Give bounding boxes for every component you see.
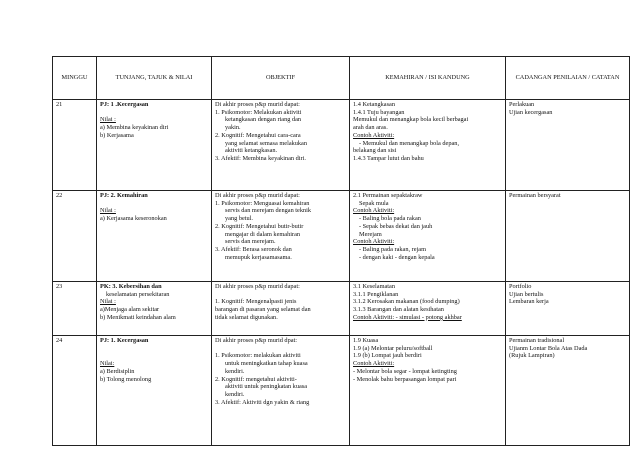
cell-line: - Memukul dan menangkap bola depan, [359,139,460,147]
cell-line: 1. Psikomotor: Melakukan aktiviti [215,108,302,116]
cell-line: aktiviti untuk peningkatan kuasa [225,383,308,391]
table-row [53,282,630,336]
cell-line: Contoh Aktiviti: [353,238,395,246]
cell-minggu: 21 [53,100,97,191]
cell-line: 3.1.3 Barangan dan alatan kesihatan [353,306,444,314]
cell-line: 1. Psikomotor: melakukan aktiviti [215,352,301,360]
cell-line: Sepak mula [359,199,389,207]
cell-line: 3.1.1 Pengiklanan [353,290,399,298]
cell-line: 2. Kognitif: Mengetahui cara-cara [215,131,301,139]
table-row [53,191,630,282]
cell-cadangan [506,191,630,282]
cell-line: 1.4.3 Tampar lutut dan bahu [353,154,424,162]
cell-line [100,345,208,353]
cell-line: keselamatan persekitaran [106,290,170,298]
cell-minggu: 22 [53,191,97,282]
cell-minggu: 24 [53,336,97,446]
cell-tunjang [97,100,212,191]
cell-line: Di akhir proses p&p murid dapat: [215,283,300,290]
cell-objektif [212,282,350,336]
cell-line: Portfolio [509,283,532,290]
cell-line: yakin. [225,124,241,132]
cell-line: Di akhir proses p&p murid dpat: [215,337,298,344]
cell-tunjang [97,191,212,282]
cell-objektif [212,100,350,191]
cell-line: a) Membina keyakinan diri [100,124,169,132]
cell-line: yang betul. [225,215,253,223]
cell-line: 1.9 (b) Lompat jauh berdiri [353,352,422,360]
cell-line: PJ: 1 .Kecergasan [100,101,149,108]
cell-line: - Sepak bebas dekat dan jauh [359,222,433,230]
header-cadangan: CADANGAN PENILAIAN / CATATAN [506,57,630,100]
cell-line: tidak selamat digunakan. [215,313,278,321]
cell-line: (Rujuk Lampiran) [509,352,555,360]
cell-minggu: 23 [53,282,97,336]
header-row [53,57,630,100]
cell-line: PJ: 1. Kecergasan [100,337,149,344]
cell-line: Nilai : [100,298,116,306]
cell-line: PK: 3. Kebersihan dan [100,283,162,290]
cell-tunjang [97,282,212,336]
cell-line: Permainan tradisional [509,337,565,344]
cell-line: Nilai: [100,360,115,368]
cell-line: a) Kerjasama keseronokan [100,215,167,223]
cell-line: 2. Kognitif: Mengetahui butir-butir [215,222,304,230]
cell-line [215,291,346,299]
cell-line: yang selamat semasa melakukan [225,139,308,147]
table-row [53,336,630,446]
cell-line: 1. Kognitif: Mengenalpasti jenis [215,298,297,306]
cell-line: Di akhir proses p&p murid dapat: [215,101,300,108]
table-body [53,100,630,446]
header-tunjang: TUNJANG, TAJUK & NILAI [97,57,212,100]
cell-line: - Baling bola pada rakan [359,215,421,223]
cell-line: 1.4 Ketangkasan [353,101,395,108]
cell-kemahiran [350,336,506,446]
cell-line: - dengan kaki - dengan kepala [359,253,435,261]
cell-line: mengajar di dalam kemahiran [225,230,301,238]
cell-line: Nilai : [100,116,116,124]
cell-line: memupuk kerjasamasama. [225,253,292,261]
cell-line: arah dan aras. [353,124,388,132]
cell-line [100,200,208,208]
cell-line: servis dan merejam. [225,238,276,246]
cell-line: 2.1 Permainan sepaktakraw [353,192,423,199]
header-kemahiran: KEMAHIRAN / ISI KANDUNG [350,57,506,100]
cell-line: aktiviti ketangkasan. [225,147,278,155]
cell-line: 2. Kognitif: mengetahui aktiviti- [215,375,297,383]
cell-line: b) Kerjasama [100,131,134,139]
cell-kemahiran [350,100,506,191]
cell-line: 3. Afektif: Berasa seronok dan [215,245,292,253]
cell-line: a) Berdisiplin [100,367,135,375]
cell-line: Ujianm Lontar Bola Atas Dada [509,344,588,352]
cell-line: 3. Afektif: Membina keyakinan diri. [215,154,306,162]
cell-line: barangan di pasaran yang selamat dan [215,306,311,314]
cell-line: 1.9 Kuasa [353,337,379,344]
cell-line: 3.1.2 Kerosakan makanan (food dumping) [353,298,460,306]
header-objektif: OBJEKTIF [212,57,350,100]
cell-line: belakang dan sisi [353,147,397,155]
cell-line: Perlakuan [509,101,535,108]
cell-line: - Menolak bahu berpasangan lompat pari [353,375,457,383]
cell-line: untuk meningkatkan tahap kuasa [225,360,308,368]
cell-line: b) Tolong menolong [100,375,152,383]
cell-kemahiran [350,191,506,282]
cell-line: Lembaran kerja [509,298,549,306]
cell-line: 3.1 Keselamatan [353,283,395,290]
cell-line: - Baling pada rakan, rejam [359,245,426,253]
cell-line: Contoh Aktiviti: [353,360,395,368]
cell-line: Contoh Aktiviti: [353,207,395,215]
cell-line: PJ: 2. Kemahiran [100,192,148,199]
cell-line [100,109,208,117]
cell-kemahiran [350,282,506,336]
cell-line: Contoh Aktiviti: - simulasi - potong akhbar [353,313,462,321]
cell-line: servis dan merejam dengan teknik [225,207,312,215]
cell-cadangan [506,336,630,446]
cell-objektif [212,336,350,446]
header-minggu: MINGGU [53,57,97,100]
cell-line: 1. Psikomotor: Menguasai kemahiran [215,199,310,207]
cell-line: kendiri. [225,390,245,398]
cell-line: Nilai : [100,207,116,215]
cell-cadangan [506,282,630,336]
cell-objektif [212,191,350,282]
cell-line: a)Menjaga alam sekitar [100,306,160,314]
cell-line: b) Menikmati keindahan alam [100,313,176,321]
cell-line: kendiri. [225,367,245,375]
cell-line: Di akhir proses p&p murid dapat: [215,192,300,199]
cell-cadangan [506,100,630,191]
cell-line: Merejam [359,230,382,238]
cell-line: Contoh Aktiviti: [353,131,395,139]
cell-line: Ujian kecergasan [509,108,553,116]
cell-line: Memukul dan menangkap bola kecil berbagai [353,116,469,124]
cell-line: Permainan bersyarat [509,192,561,199]
cell-line: 1.9 (a) Melontar peluru/softball [353,344,433,352]
cell-line: ketangkasan dengan riang dan [225,116,302,124]
table-row [53,100,630,191]
lesson-plan-page [52,56,620,446]
cell-line: Ujian bertulis [509,290,544,298]
cell-line [100,352,208,360]
cell-line: - Melontar bola segar - lompat ketingting [353,367,457,375]
cell-line [215,345,346,353]
cell-tunjang [97,336,212,446]
cell-line: 1.4.1 Tuju bayangan [353,108,405,116]
cell-line: 3. Afektif: Aktiviti dgn yakin & riang [215,398,310,406]
lesson-plan-table [52,56,630,446]
